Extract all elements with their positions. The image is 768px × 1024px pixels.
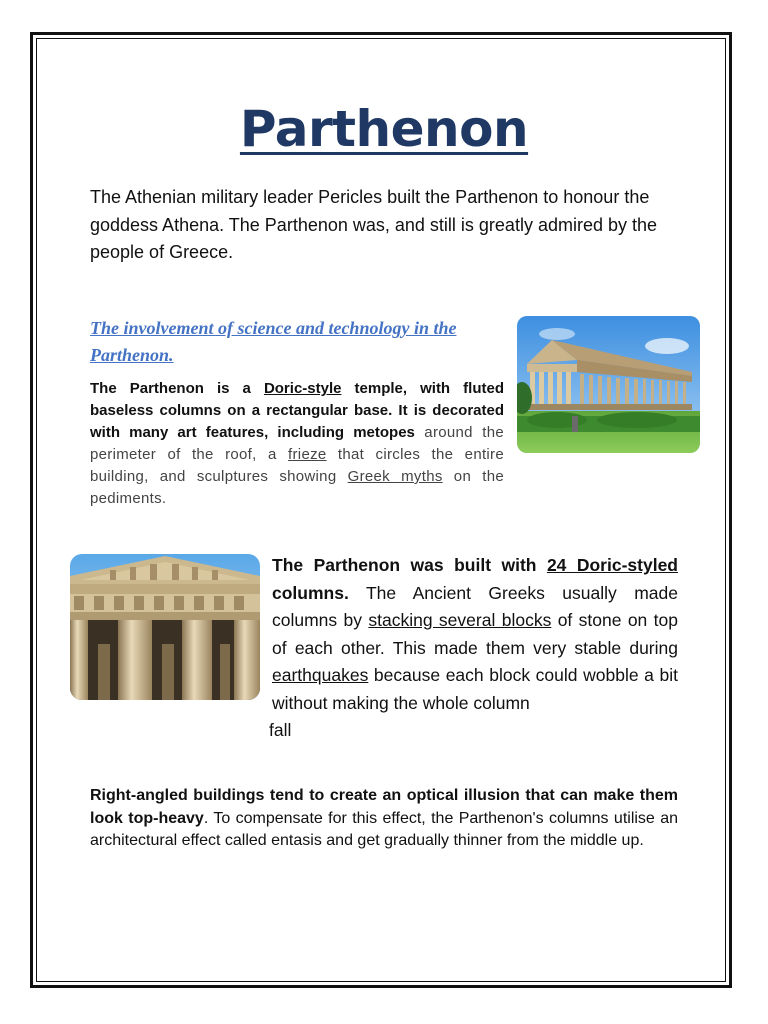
columns-paragraph <box>269 552 678 745</box>
page-title: Parthenon <box>239 100 529 158</box>
science-text: on the pediments. <box>90 468 504 507</box>
columns-text: The Ancient Greeks usually made columns by <box>272 582 678 630</box>
doric-style-link[interactable]: Doric-style <box>263 380 342 397</box>
illusion-bold-text: Right-angled buildings tend to create an optical illusion that can make them look top-heavy <box>90 787 678 827</box>
parthenon-columns-photo <box>70 554 260 700</box>
metopes-term: metopes <box>353 424 415 441</box>
columns-text: because each block could wobble a bit without making the whole column <box>272 665 678 713</box>
science-paragraph <box>90 378 504 510</box>
columns-text: columns. <box>272 582 349 603</box>
stacking-blocks-link[interactable]: stacking several blocks <box>368 610 552 630</box>
columns-text: The Parthenon was built with <box>272 555 547 575</box>
24-doric-styled-link[interactable]: 24 Doric-styled <box>546 555 678 575</box>
columns-text: fall <box>269 720 292 740</box>
illusion-text: . To compensate for this effect, the Parthenon's columns utilise an architectural effect called entasis and get gradually thinner from the middle up. <box>90 809 678 849</box>
columns-text: of stone on top of each other. This made them very stable during <box>272 610 678 658</box>
science-text: temple, with fluted baseless columns on a rectangular base. It is decorated with many art features, including <box>90 380 504 441</box>
illusion-paragraph <box>90 785 678 853</box>
greek-myths-link[interactable]: Greek myths <box>347 468 443 485</box>
science-text: around the perimeter of the roof, a <box>90 424 504 463</box>
intro-paragraph: The Athenian military leader Pericles built the Parthenon to honour the goddess Athena. The Parthenon was, and still is greatly admired by the people of Greece. <box>90 187 658 262</box>
parthenon-temple-photo <box>517 316 700 453</box>
science-text: The Parthenon is a <box>90 380 264 397</box>
earthquakes-link[interactable]: earthquakes <box>272 665 369 685</box>
science-text: that circles the entire building, and sculptures showing <box>90 446 504 485</box>
frieze-link[interactable]: frieze <box>288 446 327 463</box>
science-heading: The involvement of science and technology in the Parthenon. <box>90 318 457 365</box>
